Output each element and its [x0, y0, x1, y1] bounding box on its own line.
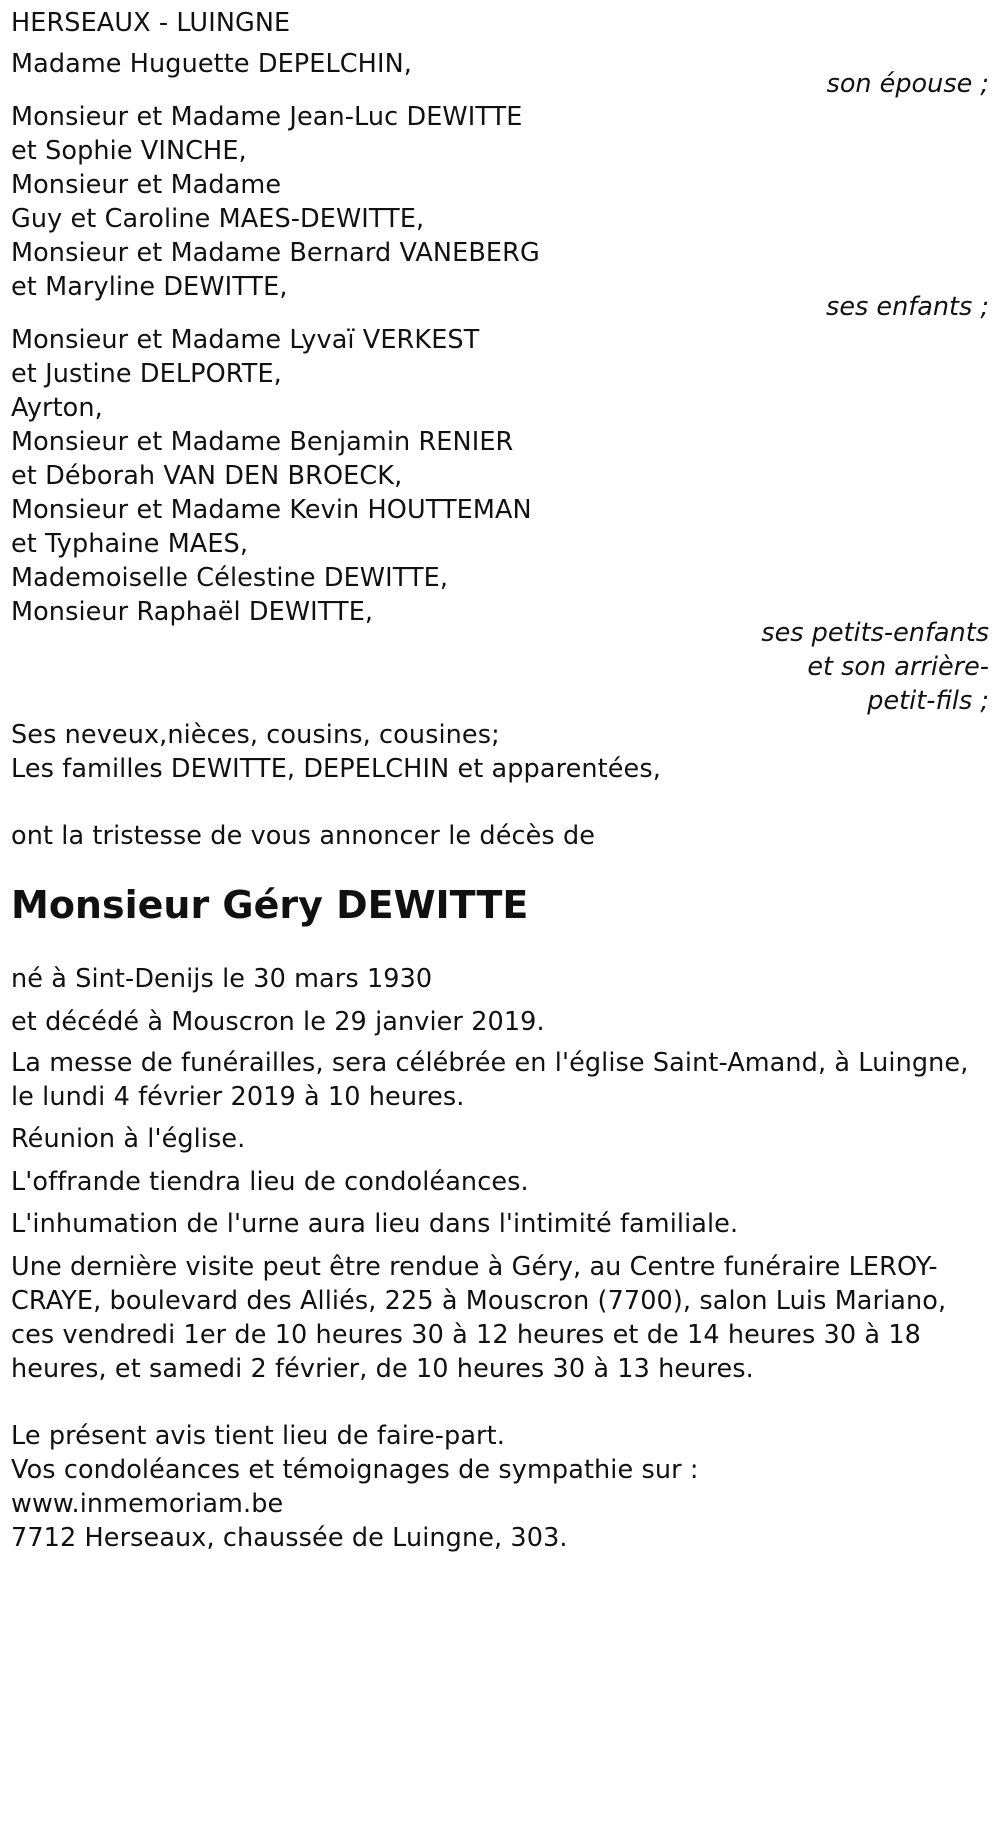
- relatives-line: Ses neveux,nièces, cousins, cousines;: [11, 720, 500, 750]
- grandchild-line: et Justine DELPORTE,: [11, 359, 282, 389]
- grandchild-line: Mademoiselle Célestine DEWITTE,: [11, 563, 449, 593]
- birth-line: né à Sint-Denijs le 30 mars 1930: [11, 964, 433, 994]
- child-line: Guy et Caroline MAES-DEWITTE,: [11, 204, 425, 234]
- child-line: Monsieur et Madame Jean-Luc DEWITTE: [11, 102, 523, 132]
- burial-line: L'inhumation de l'urne aura lieu dans l'intimité familiale.: [11, 1209, 739, 1239]
- visit-line: ces vendredi 1er de 10 heures 30 à 12 heures et de 14 heures 30 à 18: [11, 1320, 921, 1350]
- spouse-name: Madame Huguette DEPELCHIN,: [11, 49, 412, 79]
- spouse-relation: son épouse ;: [826, 69, 989, 99]
- address-line: 7712 Herseaux, chaussée de Luingne, 303.: [11, 1523, 568, 1553]
- grandchild-line: Monsieur et Madame Benjamin RENIER: [11, 427, 514, 457]
- grandchild-line: Monsieur et Madame Lyvaï VERKEST: [11, 325, 480, 355]
- grandchildren-relation-line: petit-fils ;: [867, 686, 989, 716]
- funeral-line: La messe de funérailles, sera célébrée en l'église Saint-Amand, à Luingne,: [11, 1048, 969, 1078]
- meeting-line: Réunion à l'église.: [11, 1124, 246, 1154]
- children-relation: ses enfants ;: [826, 292, 989, 322]
- funeral-line: le lundi 4 février 2019 à 10 heures.: [11, 1082, 465, 1112]
- grandchild-line: et Déborah VAN DEN BROECK,: [11, 461, 403, 491]
- child-line: Monsieur et Madame Bernard VANEBERG: [11, 238, 540, 268]
- grandchildren-relation-line: ses petits-enfants: [761, 618, 989, 648]
- offering-line: L'offrande tiendra lieu de condoléances.: [11, 1167, 529, 1197]
- grandchildren-relation-line: et son arrière-: [807, 652, 989, 682]
- announcement-text: ont la tristesse de vous annoncer le décès de: [11, 821, 596, 851]
- families-line: Les familles DEWITTE, DEPELCHIN et apparentées,: [11, 754, 661, 784]
- website-link[interactable]: www.inmemoriam.be: [11, 1489, 284, 1519]
- grandchild-line: Monsieur Raphaël DEWITTE,: [11, 597, 374, 627]
- notice-line: Le présent avis tient lieu de faire-part.: [11, 1421, 505, 1451]
- visit-line: CRAYE, boulevard des Alliés, 225 à Mouscron (7700), salon Luis Mariano,: [11, 1286, 947, 1316]
- grandchild-line: Monsieur et Madame Kevin HOUTTEMAN: [11, 495, 532, 525]
- child-line: Monsieur et Madame: [11, 170, 282, 200]
- visit-line: heures, et samedi 2 février, de 10 heures 30 à 13 heures.: [11, 1354, 754, 1384]
- deceased-name: Monsieur Géry DEWITTE: [11, 883, 529, 927]
- child-line: et Maryline DEWITTE,: [11, 272, 288, 302]
- condolences-line: Vos condoléances et témoignages de sympathie sur :: [11, 1455, 699, 1485]
- death-line: et décédé à Mouscron le 29 janvier 2019.: [11, 1007, 545, 1037]
- grandchild-line: et Typhaine MAES,: [11, 529, 249, 559]
- visit-line: Une dernière visite peut être rendue à Géry, au Centre funéraire LEROY-: [11, 1252, 938, 1282]
- location-header: HERSEAUX - LUINGNE: [11, 8, 291, 38]
- child-line: et Sophie VINCHE,: [11, 136, 247, 166]
- grandchild-line: Ayrton,: [11, 393, 103, 423]
